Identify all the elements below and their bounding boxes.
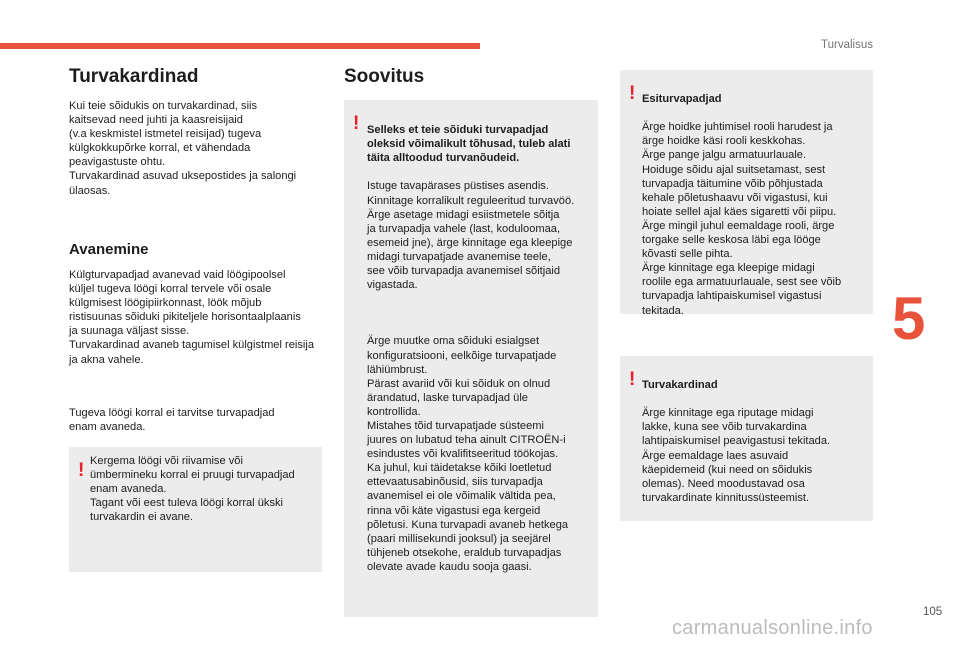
subsection-title: Avanemine bbox=[69, 241, 149, 258]
warning-box-front-airbags bbox=[620, 70, 873, 317]
section-title: Turvakardinad bbox=[69, 66, 199, 87]
warning-icon: ! bbox=[78, 460, 85, 481]
warning-content bbox=[642, 364, 871, 519]
advice-title: Soovitus bbox=[344, 66, 425, 87]
warning-icon: ! bbox=[353, 113, 360, 134]
warning-content bbox=[367, 109, 595, 588]
warning-text: Kergema löögi või riivamise või ümbermineku korral ei pruugi turvapadjad enam avaneda. Tagant või eest tuleva löögi korral ükski turvakardin ei avane. bbox=[90, 455, 295, 524]
header-accent-bar bbox=[0, 43, 480, 49]
warning-box-middle bbox=[344, 100, 598, 617]
warning-text: Istuge tavapärases püstises asendis. Kinnitage korralikult reguleeritud turvavöö. Ärge asetage midagi esiistmetele sõitja ja turvapadja vahele (last, koduloomaa, esemeid jne), ärge kinnitage ega kleepige midagi turvapatjade avanemise teele, see võib turvapadja avanemisel sõitjaid vigastada. bbox=[367, 180, 575, 292]
warning-title: Turvakardinad bbox=[642, 379, 718, 392]
warning-icon: ! bbox=[629, 369, 636, 390]
chapter-number: 5 bbox=[892, 285, 926, 352]
warning-text: Ärge hoidke juhtimisel rooli harudest ja ärge hoidke käsi rooli keskkohas. Ärge pange jalgu armatuurlauale. Hoiduge sõidu ajal suitsetamast, sest turvapadja täitumine võib põhjustada kehale põletushaavu või vigastusi, kui hoiate sellel ajal käes sigaretti või piipu. Ärge mingil juhul eemaldage rooli, ärge torgake selle keskosa läbi ega lööge kõvasti selle pihta. Ärge kinnitage ega kleepige midagi roolile ega armatuurlauale, sest see võib turvapadja lahtipaiskumisel vigastusi tekitada. bbox=[642, 121, 842, 317]
page-number: 105 bbox=[923, 606, 943, 618]
warning-icon: ! bbox=[629, 83, 636, 104]
warning-box-left bbox=[69, 447, 322, 572]
warning-title: Selleks et teie sõiduki turvapadjad oleksid võimalikult tõhusad, tuleb alati täita alltoodud turvanõudeid. bbox=[367, 124, 571, 165]
intro-paragraph: Kui teie sõidukis on turvakardinad, siis kaitsevad need juhti ja kaasreisijaid (v.a keskmistel istmetel reisijad) tugeva külgkokkupõrke korral, et vähendada peavigastuste ohtu. Turvakardinad asuvad uksepostides ja salongi ülaosas. bbox=[69, 100, 297, 197]
watermark: carmanualsonline.info bbox=[672, 617, 873, 639]
warning-content bbox=[642, 78, 871, 332]
warning-text-2: Ärge muutke oma sõiduki esialgset konfiguratsiooni, eelkõige turvapatjade lähiümbrust. Pärast avariid või kui sõiduk on olnud ärandatud, laske turvapadjad üle kontrollida. Mistahes tõid turvapatjade süsteemi juures on lubatud teha ainult CITROËN-i esindustes või kvalifitseeritud töökojas. Ka juhul, kui täidetakse kõiki loetletud ettevaatusabinõusid, siis turvapadja avanemisel ei ole võimalik vältida pea, rinna või käte vigastusi ega kergeid põletusi. Kuna turvapadi avaneb hetkega (paari millisekundi jooksul) ja seejärel tühjeneb otsekohe, eraldub turvapadjas olevate avade kaudu sooja gaasi. bbox=[367, 335, 569, 573]
warning-text: Ärge kinnitage ega riputage midagi lakke, kuna see võib turvakardina lahtipaiskumisel peavigastusi tekitada. Ärge eemaldage laes asuvaid käepidemeid (kui need on sõidukis olemas). Need moodustavad osa turvakardinate kinnitussüsteemist. bbox=[642, 407, 831, 504]
deploy-paragraph-2: Tugeva löögi korral ei tarvitse turvapadjad enam avaneda. bbox=[69, 407, 275, 434]
deploy-paragraph: Külgturvapadjad avanevad vaid löögipoolsel küljel tugeva löögi korral tervele või osale külgmisest löögipiirkonnast, löök mõjub ristisuunas sõiduki pikiteljele horisontaalplaanis ja suunaga väljast sisse. Turvakardinad avaneb tagumisel külgistmel reisija ja akna vahele. bbox=[69, 269, 314, 366]
warning-title: Esiturvapadjad bbox=[642, 93, 722, 106]
section-label: Turvalisus bbox=[821, 39, 873, 51]
warning-box-curtains bbox=[620, 356, 873, 521]
